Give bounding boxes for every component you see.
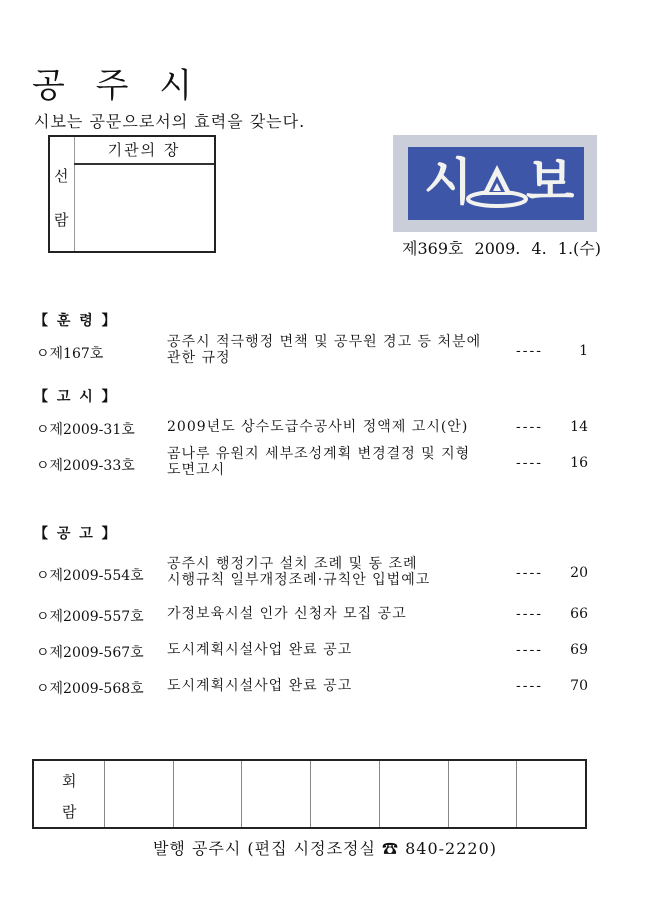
item-title: 공주시 행정기구 설치 조례 및 동 조례 시행규칙 일부개정조례·규칙안 입법예고 [167,556,431,588]
leader-dots: ---- [516,419,543,435]
leader-dots: ---- [516,343,543,359]
review-label-bottom: 람 [62,803,77,821]
circulation-side-column [50,137,75,251]
leader-dots: ---- [516,455,543,471]
item-title: 가정보육시설 인가 신청자 모집 공고 [167,606,407,622]
review-label-top: 회 [62,772,77,790]
item-title: 공주시 적극행정 면책 및 공무원 경고 등 처분에 관한 규정 [167,334,482,366]
document-title: 공 주 시 [32,66,203,106]
review-signature-cell[interactable] [310,761,379,827]
item-title: 도시계획시설사업 완료 공고 [167,642,353,658]
review-signoff-table [32,759,587,829]
page-number: 20 [570,565,588,581]
item-number: ㅇ제2009-557호 [36,609,144,625]
logo-text-si: 시 [424,153,473,211]
leader-dots: ---- [516,606,543,622]
review-signature-cell[interactable] [448,761,517,827]
section-heading-notice: 【 고 시 】 [34,389,118,405]
item-title: 도시계획시설사업 완료 공고 [167,678,353,694]
leader-dots: ---- [516,678,543,694]
item-title: 곰나루 유원지 세부조성계획 변경결정 및 지형 도면고시 [167,446,471,478]
issue-info: 제369호 2009. 4. 1.(수) [402,239,601,258]
sibo-logo-panel [408,147,584,220]
sibo-logo [393,135,597,232]
review-signature-cell[interactable] [516,761,585,827]
page-number: 70 [570,678,588,694]
circulation-label-top: 선 [54,167,69,185]
item-number: ㅇ제2009-554호 [36,568,144,584]
leader-dots: ---- [516,565,543,581]
item-number: ㅇ제2009-31호 [36,422,135,438]
page-number: 66 [570,606,588,622]
document-subtitle: 시보는 공문으로서의 효력을 갖는다. [34,112,306,131]
circulation-label-bottom: 람 [54,211,69,229]
page-number: 1 [579,343,588,359]
review-signature-cell[interactable] [104,761,173,827]
review-label-cell [34,761,104,827]
leader-dots: ---- [516,642,543,658]
triangle-emblem-icon [466,161,528,209]
item-title: 2009년도 상수도급수공사비 정액제 고시(안) [167,419,469,435]
publisher-footer: 발행 공주시 (편집 시정조정실 ☎ 840-2220) [152,839,498,858]
review-signature-cell[interactable] [241,761,310,827]
item-number: ㅇ제2009-568호 [36,681,144,697]
page-number: 69 [570,642,588,658]
circulation-box [48,135,216,253]
item-number: ㅇ제2009-33호 [36,458,135,474]
circulation-heading: 기관의 장 [74,137,214,165]
section-heading-directive: 【 훈 령 】 [34,313,118,329]
item-number: ㅇ제167호 [36,346,104,362]
review-signature-cell[interactable] [379,761,448,827]
page-number: 14 [570,419,588,435]
review-signature-cell[interactable] [173,761,242,827]
page-number: 16 [570,455,588,471]
section-heading-announcement: 【 공 고 】 [34,526,118,542]
item-number: ㅇ제2009-567호 [36,645,144,661]
logo-text-bo: 보 [526,153,575,211]
